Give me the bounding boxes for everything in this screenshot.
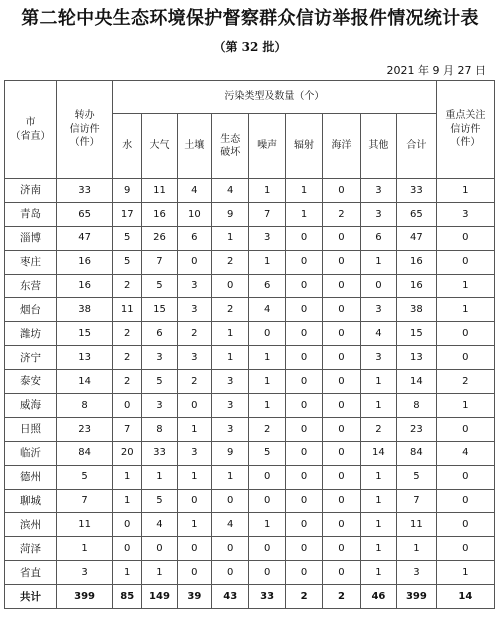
value-cell: 0: [211, 537, 248, 561]
value-cell: 1: [177, 417, 211, 441]
page-title: 第二轮中央生态环境保护督察群众信访举报件情况统计表: [21, 8, 479, 29]
value-cell: 4: [142, 513, 177, 537]
value-cell: 1: [360, 561, 396, 585]
value-cell: 1: [360, 394, 396, 418]
value-cell: 11: [57, 513, 113, 537]
table-row: [5, 298, 495, 322]
value-cell: 0: [285, 298, 322, 322]
value-cell: 2: [249, 417, 285, 441]
table-row: [5, 346, 495, 370]
value-cell: 1: [211, 322, 248, 346]
value-cell: 0: [323, 298, 360, 322]
value-cell: 0: [323, 346, 360, 370]
value-cell: 9: [113, 179, 142, 203]
value-cell: 7: [142, 250, 177, 274]
value-cell: 3: [142, 346, 177, 370]
value-cell: 1: [436, 561, 494, 585]
value-cell: 0: [177, 394, 211, 418]
value-cell: 0: [323, 274, 360, 298]
value-cell: 4: [211, 513, 248, 537]
value-cell: 0: [436, 513, 494, 537]
value-cell: 0: [177, 250, 211, 274]
value-cell: 0: [249, 465, 285, 489]
value-cell: 13: [57, 346, 113, 370]
value-cell: 2: [113, 322, 142, 346]
city-cell: 菏泽: [5, 537, 57, 561]
header-pollution-group: 污染类型及数量（个）: [113, 81, 437, 114]
city-cell: 滨州: [5, 513, 57, 537]
value-cell: 0: [285, 489, 322, 513]
value-cell: 0: [285, 394, 322, 418]
value-cell: 39: [177, 585, 211, 609]
header-city: 市 （省直）: [5, 81, 57, 179]
value-cell: 0: [113, 394, 142, 418]
total-row: [5, 585, 495, 609]
city-cell: 青岛: [5, 202, 57, 226]
value-cell: 1: [249, 513, 285, 537]
value-cell: 84: [57, 441, 113, 465]
value-cell: 1: [436, 179, 494, 203]
value-cell: 0: [249, 561, 285, 585]
value-cell: 0: [436, 250, 494, 274]
table-row: [5, 489, 495, 513]
value-cell: 33: [249, 585, 285, 609]
value-cell: 1: [211, 465, 248, 489]
value-cell: 1: [211, 346, 248, 370]
value-cell: 5: [249, 441, 285, 465]
value-cell: 15: [142, 298, 177, 322]
value-cell: 0: [285, 250, 322, 274]
header-type: 合计: [397, 114, 437, 179]
value-cell: 15: [397, 322, 437, 346]
value-cell: 3: [211, 370, 248, 394]
value-cell: 1: [249, 370, 285, 394]
value-cell: 5: [397, 465, 437, 489]
value-cell: 3: [360, 179, 396, 203]
value-cell: 0: [323, 394, 360, 418]
value-cell: 1: [285, 179, 322, 203]
value-cell: 0: [177, 561, 211, 585]
value-cell: 0: [177, 537, 211, 561]
city-cell: 威海: [5, 394, 57, 418]
table-row: [5, 250, 495, 274]
value-cell: 65: [57, 202, 113, 226]
value-cell: 3: [360, 346, 396, 370]
value-cell: 16: [142, 202, 177, 226]
value-cell: 15: [57, 322, 113, 346]
value-cell: 0: [285, 561, 322, 585]
city-cell: 淄博: [5, 226, 57, 250]
value-cell: 46: [360, 585, 396, 609]
value-cell: 38: [57, 298, 113, 322]
value-cell: 1: [249, 394, 285, 418]
value-cell: 5: [142, 274, 177, 298]
value-cell: 1: [436, 394, 494, 418]
value-cell: 16: [397, 250, 437, 274]
value-cell: 1: [249, 250, 285, 274]
city-cell: 枣庄: [5, 250, 57, 274]
value-cell: 14: [436, 585, 494, 609]
header-type: 其他: [360, 114, 396, 179]
value-cell: 3: [142, 394, 177, 418]
value-cell: 3: [360, 202, 396, 226]
value-cell: 1: [249, 346, 285, 370]
value-cell: 0: [436, 346, 494, 370]
value-cell: 16: [57, 274, 113, 298]
city-cell: 聊城: [5, 489, 57, 513]
city-cell: 日照: [5, 417, 57, 441]
value-cell: 2: [177, 322, 211, 346]
value-cell: 4: [360, 322, 396, 346]
value-cell: 1: [360, 537, 396, 561]
value-cell: 0: [113, 537, 142, 561]
city-cell: 济南: [5, 179, 57, 203]
value-cell: 1: [177, 465, 211, 489]
value-cell: 149: [142, 585, 177, 609]
value-cell: 3: [177, 298, 211, 322]
value-cell: 14: [397, 370, 437, 394]
value-cell: 84: [397, 441, 437, 465]
value-cell: 3: [177, 441, 211, 465]
value-cell: 3: [211, 394, 248, 418]
table-row: [5, 513, 495, 537]
header-type: 辐射: [285, 114, 322, 179]
value-cell: 4: [249, 298, 285, 322]
value-cell: 7: [57, 489, 113, 513]
header-type: 噪声: [249, 114, 285, 179]
value-cell: 2: [211, 298, 248, 322]
city-cell: 临沂: [5, 441, 57, 465]
table-row: [5, 561, 495, 585]
value-cell: 8: [57, 394, 113, 418]
value-cell: 0: [436, 417, 494, 441]
value-cell: 0: [285, 441, 322, 465]
value-cell: 0: [323, 441, 360, 465]
value-cell: 1: [113, 489, 142, 513]
value-cell: 0: [323, 561, 360, 585]
table-row: [5, 394, 495, 418]
header-type: 生态 破坏: [211, 114, 248, 179]
value-cell: 0: [436, 537, 494, 561]
value-cell: 0: [436, 489, 494, 513]
value-cell: 3: [57, 561, 113, 585]
value-cell: 3: [211, 417, 248, 441]
value-cell: 0: [436, 322, 494, 346]
value-cell: 1: [57, 537, 113, 561]
header-type: 水: [113, 114, 142, 179]
value-cell: 47: [57, 226, 113, 250]
value-cell: 11: [397, 513, 437, 537]
value-cell: 0: [285, 346, 322, 370]
table-row: [5, 441, 495, 465]
header-type: 土壤: [177, 114, 211, 179]
table-row: [5, 202, 495, 226]
value-cell: 3: [436, 202, 494, 226]
value-cell: 0: [360, 274, 396, 298]
value-cell: 0: [323, 489, 360, 513]
report-date: 2021 年 9 月 27 日: [386, 64, 486, 77]
city-cell: 烟台: [5, 298, 57, 322]
value-cell: 1: [397, 537, 437, 561]
value-cell: 1: [436, 274, 494, 298]
value-cell: 5: [142, 489, 177, 513]
value-cell: 5: [113, 250, 142, 274]
value-cell: 1: [436, 298, 494, 322]
value-cell: 0: [285, 226, 322, 250]
value-cell: 0: [285, 465, 322, 489]
value-cell: 13: [397, 346, 437, 370]
statistics-table: [4, 80, 495, 609]
value-cell: 1: [211, 226, 248, 250]
value-cell: 6: [249, 274, 285, 298]
value-cell: 4: [177, 179, 211, 203]
header-transferred: 转办 信访件 （件）: [57, 81, 113, 179]
value-cell: 43: [211, 585, 248, 609]
table-row: [5, 226, 495, 250]
value-cell: 1: [360, 465, 396, 489]
value-cell: 38: [397, 298, 437, 322]
value-cell: 33: [57, 179, 113, 203]
value-cell: 0: [142, 537, 177, 561]
value-cell: 7: [397, 489, 437, 513]
value-cell: 5: [113, 226, 142, 250]
value-cell: 6: [360, 226, 396, 250]
value-cell: 16: [397, 274, 437, 298]
value-cell: 17: [113, 202, 142, 226]
value-cell: 6: [142, 322, 177, 346]
table-row: [5, 465, 495, 489]
header-key: 重点关注 信访件 （件）: [436, 81, 494, 179]
value-cell: 14: [360, 441, 396, 465]
value-cell: 0: [436, 465, 494, 489]
value-cell: 47: [397, 226, 437, 250]
value-cell: 0: [285, 370, 322, 394]
value-cell: 3: [177, 346, 211, 370]
value-cell: 9: [211, 202, 248, 226]
value-cell: 11: [142, 179, 177, 203]
value-cell: 0: [249, 489, 285, 513]
value-cell: 0: [323, 417, 360, 441]
value-cell: 33: [397, 179, 437, 203]
value-cell: 3: [397, 561, 437, 585]
value-cell: 23: [397, 417, 437, 441]
value-cell: 0: [211, 489, 248, 513]
value-cell: 2: [323, 202, 360, 226]
value-cell: 2: [113, 274, 142, 298]
value-cell: 1: [285, 202, 322, 226]
city-cell: 潍坊: [5, 322, 57, 346]
value-cell: 1: [142, 465, 177, 489]
table-body: [5, 179, 495, 609]
value-cell: 1: [360, 513, 396, 537]
value-cell: 2: [360, 417, 396, 441]
table-row: [5, 322, 495, 346]
value-cell: 3: [360, 298, 396, 322]
value-cell: 5: [142, 370, 177, 394]
value-cell: 1: [113, 465, 142, 489]
city-cell: 泰安: [5, 370, 57, 394]
city-cell: 东营: [5, 274, 57, 298]
table-row: [5, 417, 495, 441]
header-type: 大气: [142, 114, 177, 179]
value-cell: 0: [323, 322, 360, 346]
city-cell: 济宁: [5, 346, 57, 370]
value-cell: 0: [249, 537, 285, 561]
value-cell: 85: [113, 585, 142, 609]
value-cell: 5: [57, 465, 113, 489]
value-cell: 0: [436, 226, 494, 250]
value-cell: 0: [323, 179, 360, 203]
table-row: [5, 370, 495, 394]
value-cell: 399: [57, 585, 113, 609]
value-cell: 33: [142, 441, 177, 465]
value-cell: 4: [211, 179, 248, 203]
value-cell: 2: [211, 250, 248, 274]
value-cell: 0: [323, 513, 360, 537]
value-cell: 399: [397, 585, 437, 609]
value-cell: 0: [323, 250, 360, 274]
value-cell: 1: [360, 370, 396, 394]
value-cell: 7: [249, 202, 285, 226]
value-cell: 1: [360, 489, 396, 513]
header-type: 海洋: [323, 114, 360, 179]
value-cell: 2: [177, 370, 211, 394]
value-cell: 0: [177, 489, 211, 513]
city-cell: 德州: [5, 465, 57, 489]
table-row: [5, 179, 495, 203]
value-cell: 9: [211, 441, 248, 465]
batch-label: （第 32 批）: [213, 40, 287, 54]
value-cell: 2: [285, 585, 322, 609]
value-cell: 0: [323, 370, 360, 394]
value-cell: 20: [113, 441, 142, 465]
value-cell: 0: [323, 537, 360, 561]
value-cell: 26: [142, 226, 177, 250]
city-cell: 共计: [5, 585, 57, 609]
value-cell: 10: [177, 202, 211, 226]
value-cell: 8: [397, 394, 437, 418]
value-cell: 0: [323, 465, 360, 489]
table-row: [5, 537, 495, 561]
value-cell: 1: [360, 250, 396, 274]
value-cell: 1: [142, 561, 177, 585]
value-cell: 65: [397, 202, 437, 226]
value-cell: 0: [211, 274, 248, 298]
city-cell: 省直: [5, 561, 57, 585]
value-cell: 1: [249, 179, 285, 203]
value-cell: 3: [249, 226, 285, 250]
value-cell: 8: [142, 417, 177, 441]
value-cell: 0: [285, 513, 322, 537]
value-cell: 4: [436, 441, 494, 465]
value-cell: 1: [113, 561, 142, 585]
value-cell: 0: [285, 274, 322, 298]
value-cell: 16: [57, 250, 113, 274]
value-cell: 2: [113, 370, 142, 394]
value-cell: 0: [285, 417, 322, 441]
value-cell: 2: [113, 346, 142, 370]
value-cell: 0: [249, 322, 285, 346]
value-cell: 2: [323, 585, 360, 609]
value-cell: 14: [57, 370, 113, 394]
value-cell: 0: [285, 537, 322, 561]
value-cell: 0: [323, 226, 360, 250]
value-cell: 0: [285, 322, 322, 346]
value-cell: 23: [57, 417, 113, 441]
value-cell: 2: [436, 370, 494, 394]
value-cell: 7: [113, 417, 142, 441]
value-cell: 11: [113, 298, 142, 322]
value-cell: 6: [177, 226, 211, 250]
value-cell: 3: [177, 274, 211, 298]
value-cell: 1: [177, 513, 211, 537]
value-cell: 0: [211, 561, 248, 585]
value-cell: 0: [113, 513, 142, 537]
table-row: [5, 274, 495, 298]
header-row-1: [5, 81, 495, 114]
